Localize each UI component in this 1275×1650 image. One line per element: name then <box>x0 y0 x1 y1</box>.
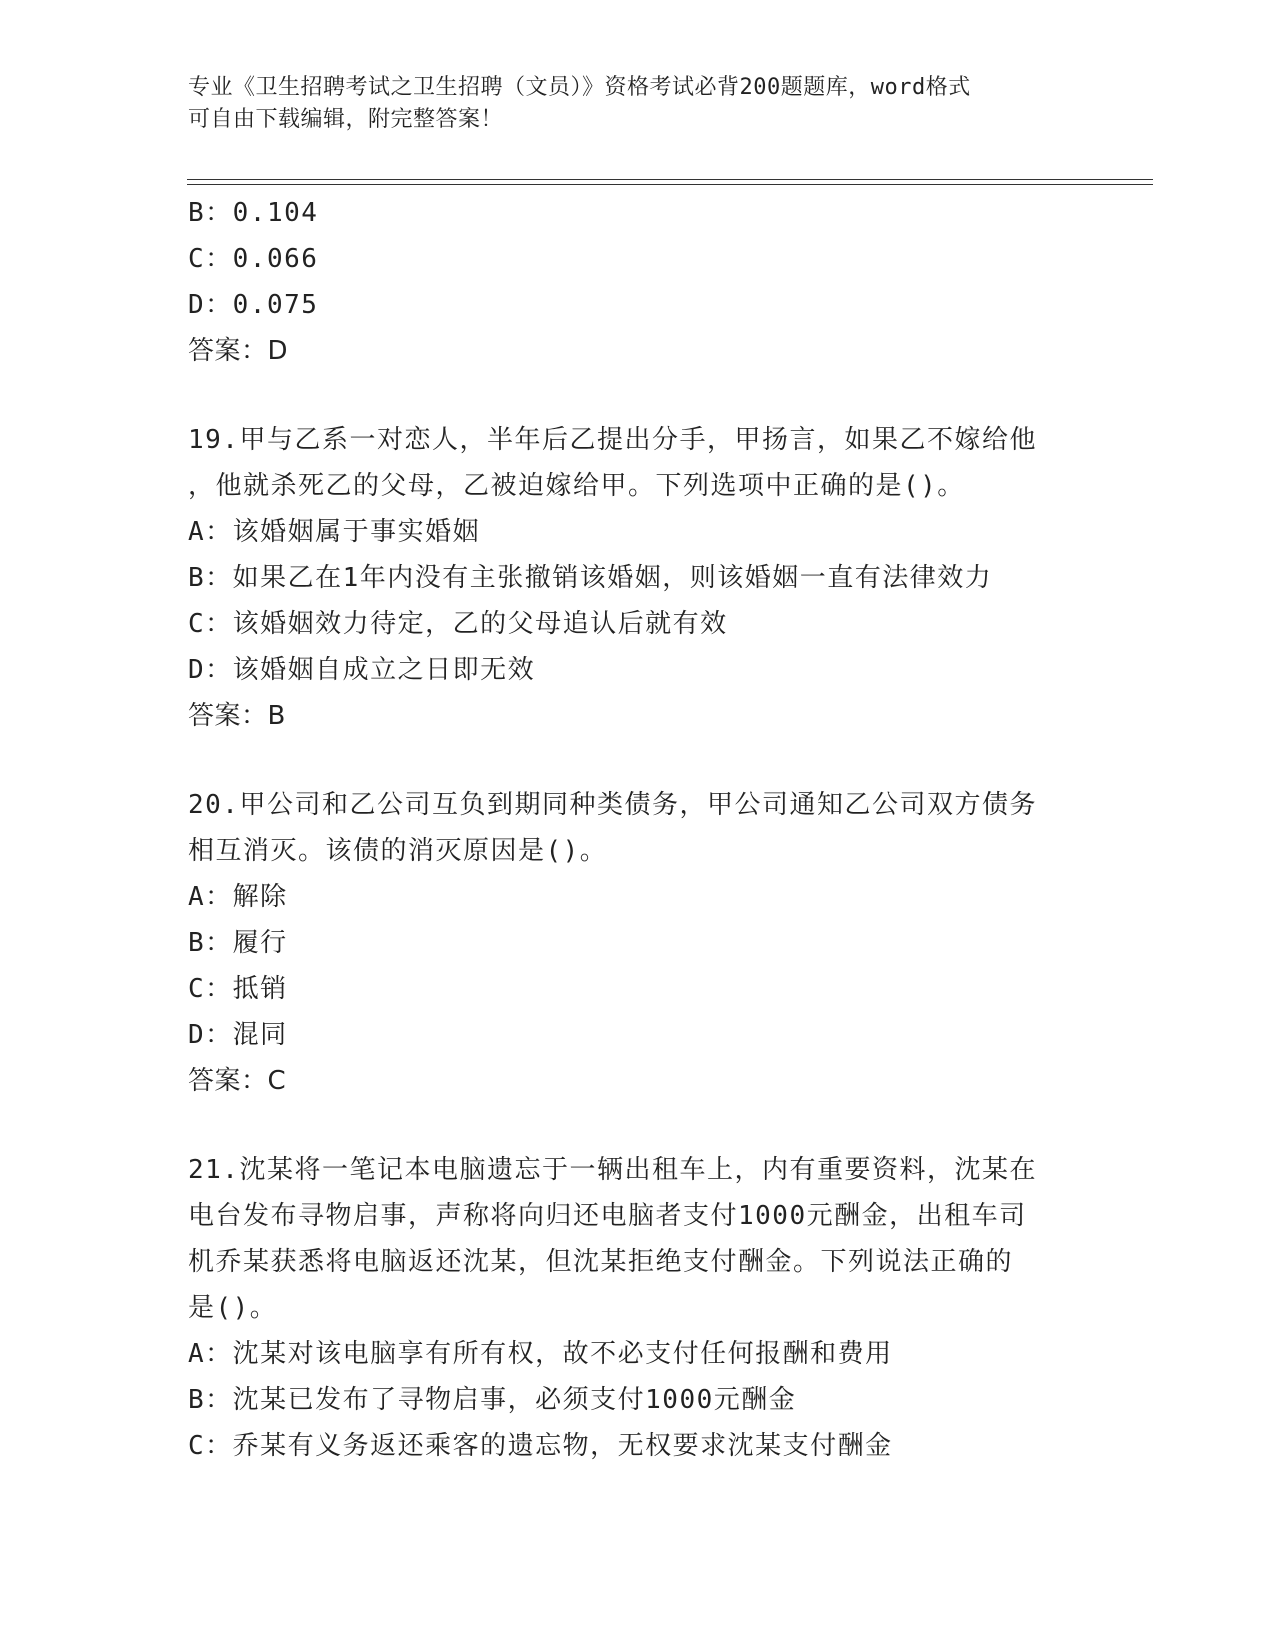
question-text-line: 21.沈某将一笔记本电脑遗忘于一辆出租车上，内有重要资料，沈某在 <box>188 1155 1037 1185</box>
document-header <box>188 72 1068 136</box>
question-text-line: 机乔某获悉将电脑返还沈某，但沈某拒绝支付酬金。下列说法正确的 <box>188 1247 1014 1277</box>
spacer <box>188 1104 1088 1147</box>
option-c: C：该婚姻效力待定，乙的父母追认后就有效 <box>188 609 728 639</box>
option-a: A：解除 <box>188 882 288 912</box>
option-c: C：抵销 <box>188 974 288 1004</box>
header-title-line-2: 可自由下载编辑，附完整答案！ <box>188 107 504 132</box>
option-b: B：如果乙在1年内没有主张撤销该婚姻，则该婚姻一直有法律效力 <box>188 563 993 593</box>
spacer <box>188 374 1088 417</box>
option-d: D：混同 <box>188 1020 288 1050</box>
question-21 <box>188 1147 1088 1469</box>
question-20 <box>188 782 1088 1104</box>
question-text-line: 20.甲公司和乙公司互负到期同种类债务，甲公司通知乙公司双方债务 <box>188 790 1037 820</box>
spacer <box>188 739 1088 782</box>
header-title-line-1: 专业《卫生招聘考试之卫生招聘（文员）》资格考试必背200题题库，word格式 <box>188 75 971 100</box>
question-text-line: 相互消灭。该债的消灭原因是()。 <box>188 836 608 866</box>
question-text-line: 电台发布寻物启事，声称将向归还电脑者支付1000元酬金，出租车司 <box>188 1201 1027 1231</box>
option-b: B：0.104 <box>188 198 319 228</box>
question-content <box>188 190 1088 1469</box>
question-text-line: ，他就杀死乙的父母，乙被迫嫁给甲。下列选项中正确的是()。 <box>188 471 965 501</box>
question-text-line: 19.甲与乙系一对恋人，半年后乙提出分手，甲扬言，如果乙不嫁给他 <box>188 425 1037 455</box>
option-a: A：沈某对该电脑享有所有权，故不必支付任何报酬和费用 <box>188 1339 893 1369</box>
header-rule-top <box>187 179 1153 180</box>
option-a: A：该婚姻属于事实婚姻 <box>188 517 481 547</box>
option-c: C：乔某有义务返还乘客的遗忘物，无权要求沈某支付酬金 <box>188 1431 893 1461</box>
answer-line: 答案：C <box>188 1066 287 1096</box>
option-d: D：0.075 <box>188 290 319 320</box>
question-19 <box>188 417 1088 739</box>
answer-line: 答案：B <box>188 701 286 731</box>
option-c: C：0.066 <box>188 244 319 274</box>
question-18-tail <box>188 190 1088 374</box>
option-b: B：沈某已发布了寻物启事，必须支付1000元酬金 <box>188 1385 797 1415</box>
option-b: B：履行 <box>188 928 288 958</box>
option-d: D：该婚姻自成立之日即无效 <box>188 655 536 685</box>
answer-line: 答案：D <box>188 336 289 366</box>
header-rule-bottom <box>187 184 1153 185</box>
question-text-line: 是()。 <box>188 1293 278 1323</box>
